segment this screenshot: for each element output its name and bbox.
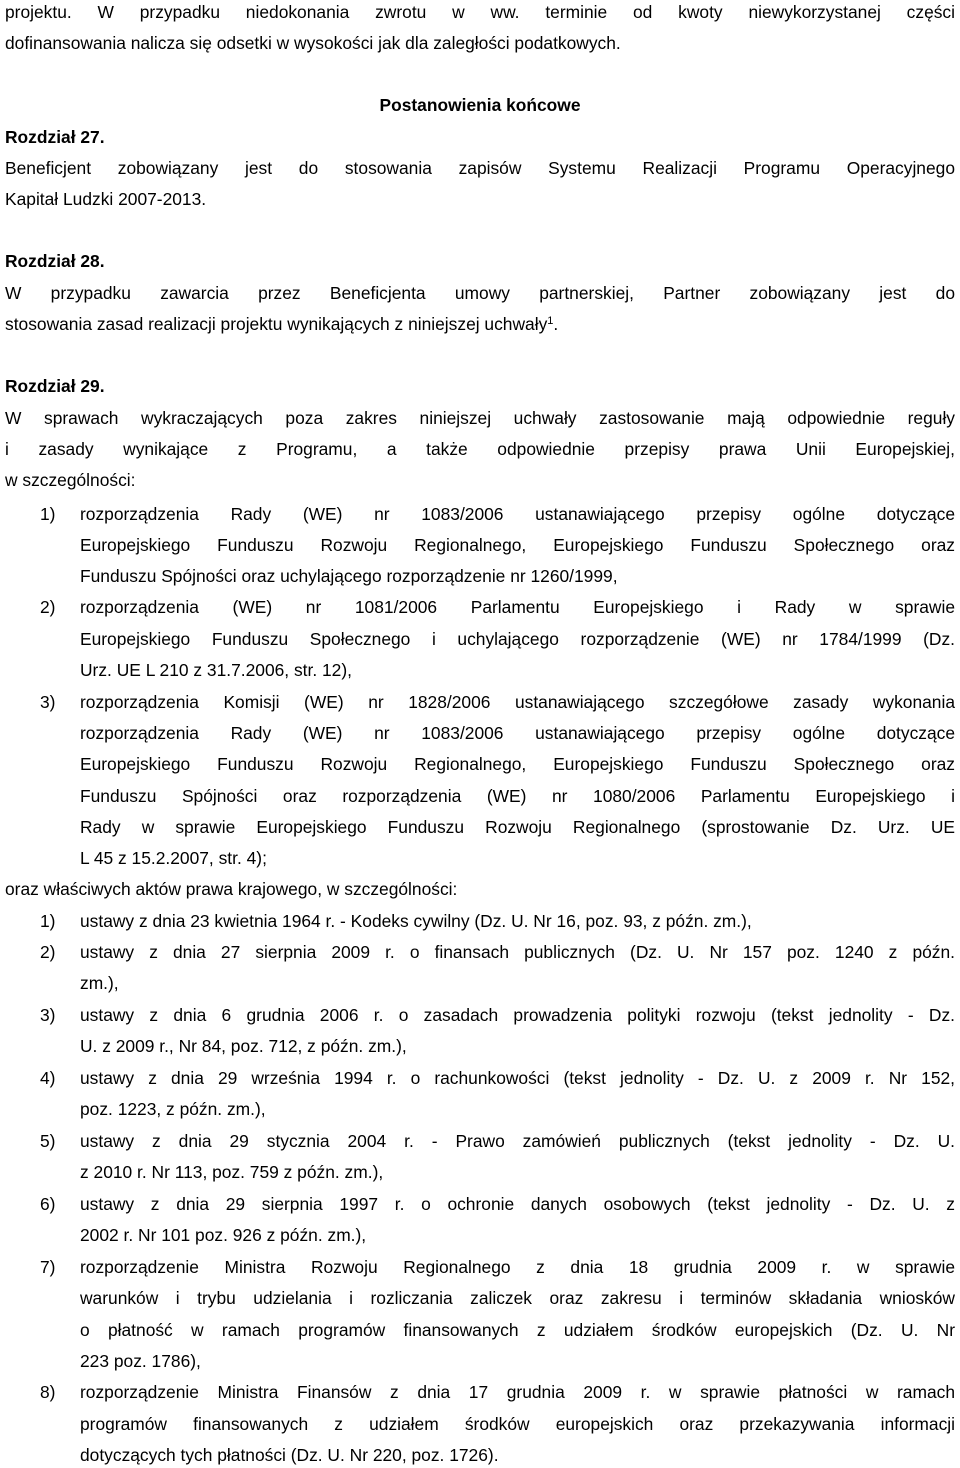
national-item-8-line-2: programów finansowanych z udziałem środków europejskich oraz przekazywania informacji — [80, 1414, 955, 1434]
eu-item-2-line-1: rozporządzenia (WE) nr 1081/2006 Parlamentu Europejskiego i Rady w sprawie — [80, 597, 955, 617]
intro-line-1: projektu. W przypadku niedokonania zwrotu w ww. terminie od kwoty niewykorzystanej części — [5, 2, 955, 22]
eu-item-1-line-2: Europejskiego Funduszu Rozwoju Regionalnego, Europejskiego Funduszu Społecznego oraz — [80, 535, 955, 555]
national-item-6-number: 6) — [40, 1194, 56, 1214]
national-item-7-line-1: rozporządzenie Ministra Rozwoju Regionalnego z dnia 18 grudnia 2009 r. w sprawie — [80, 1257, 955, 1277]
chapter-28-line-2 — [5, 312, 955, 336]
chapter-28-line-2-text: stosowania zasad realizacji projektu wynikających z niniejszej uchwały — [5, 314, 548, 334]
chapter-27-line-1: Beneficjent zobowiązany jest do stosowania zapisów Systemu Realizacji Programu Operacyjnego — [5, 158, 955, 178]
national-item-7-line-2: warunków i trybu udzielania i rozliczania zaliczek oraz zakresu i terminów składania wniosków — [80, 1288, 955, 1308]
national-item-5-number: 5) — [40, 1131, 56, 1151]
national-item-2-number: 2) — [40, 942, 56, 962]
national-item-3-line-2: U. z 2009 r., Nr 84, poz. 712, z późn. zm.), — [80, 1036, 407, 1056]
chapter-29-intro-line-1: W sprawach wykraczających poza zakres niniejszej uchwały zastosowanie mają odpowiednie reguły — [5, 408, 955, 428]
national-item-3-number: 3) — [40, 1005, 56, 1025]
chapter-28-line-1: W przypadku zawarcia przez Beneficjenta umowy partnerskiej, Partner zobowiązany jest do — [5, 283, 955, 303]
eu-item-2-line-3: Urz. UE L 210 z 31.7.2006, str. 12), — [80, 660, 352, 680]
footnote-mark: 1 — [547, 315, 554, 327]
national-item-7-number: 7) — [40, 1257, 56, 1277]
national-item-1-line-1: ustawy z dnia 23 kwietnia 1964 r. - Kodeks cywilny (Dz. U. Nr 16, poz. 93, z późn. zm.), — [80, 911, 752, 931]
chapter-28-line-2-end: . — [553, 314, 559, 334]
national-item-5-line-1: ustawy z dnia 29 stycznia 2004 r. - Prawo zamówień publicznych (tekst jednolity - Dz. U. — [80, 1131, 955, 1151]
eu-item-3-line-5: Rady w sprawie Europejskiego Funduszu Rozwoju Regionalnego (sprostowanie Dz. Urz. UE — [80, 817, 955, 837]
eu-item-1-line-3: Funduszu Spójności oraz uchylającego rozporządzenie nr 1260/1999, — [80, 566, 618, 586]
chapter-29-heading: Rozdział 29. — [5, 376, 105, 396]
national-item-8-number: 8) — [40, 1382, 56, 1402]
eu-item-3-line-4: Funduszu Spójności oraz rozporządzenia (WE) nr 1080/2006 Parlamentu Europejskiego i — [80, 786, 955, 806]
national-item-8-line-3: dotyczących tych płatności (Dz. U. Nr 220, poz. 1726). — [80, 1445, 499, 1465]
eu-item-1-line-1: rozporządzenia Rady (WE) nr 1083/2006 ustanawiającego przepisy ogólne dotyczące — [80, 504, 955, 524]
national-item-3-line-1: ustawy z dnia 6 grudnia 2006 r. o zasadach prowadzenia polityki rozwoju (tekst jednolity - Dz. — [80, 1005, 955, 1025]
section-title: Postanowienia końcowe — [379, 95, 581, 115]
intro-line-2: dofinansowania nalicza się odsetki w wysokości jak dla zaległości podatkowych. — [5, 33, 621, 53]
eu-item-2-number: 2) — [40, 597, 56, 617]
chapter-27-heading: Rozdział 27. — [5, 127, 105, 147]
chapter-29-intro-line-2: i zasady wynikające z Programu, a także odpowiednie przepisy prawa Unii Europejskiej, — [5, 439, 955, 459]
national-item-1-number: 1) — [40, 911, 56, 931]
national-acts-intro: oraz właściwych aktów prawa krajowego, w szczególności: — [5, 879, 458, 899]
eu-item-3-line-1: rozporządzenia Komisji (WE) nr 1828/2006 ustanawiającego szczegółowe zasady wykonania — [80, 692, 955, 712]
eu-item-2-line-2: Europejskiego Funduszu Społecznego i uchylającego rozporządzenie (WE) nr 1784/1999 (Dz. — [80, 629, 955, 649]
eu-item-3-line-2: rozporządzenia Rady (WE) nr 1083/2006 ustanawiającego przepisy ogólne dotyczące — [80, 723, 955, 743]
national-item-7-line-3: o płatność w ramach programów finansowanych z udziałem środków europejskich (Dz. U. Nr — [80, 1320, 955, 1340]
eu-item-3-number: 3) — [40, 692, 56, 712]
eu-item-3-line-6: L 45 z 15.2.2007, str. 4); — [80, 848, 267, 868]
eu-item-3-line-3: Europejskiego Funduszu Rozwoju Regionalnego, Europejskiego Funduszu Społecznego oraz — [80, 754, 955, 774]
national-item-8-line-1: rozporządzenie Ministra Finansów z dnia 17 grudnia 2009 r. w sprawie płatności w ramach — [80, 1382, 955, 1402]
national-item-2-line-1: ustawy z dnia 27 sierpnia 2009 r. o finansach publicznych (Dz. U. Nr 157 poz. 1240 z późn. — [80, 942, 955, 962]
national-item-4-line-1: ustawy z dnia 29 września 1994 r. o rachunkowości (tekst jednolity - Dz. U. z 2009 r. Nr 152, — [80, 1068, 955, 1088]
national-item-7-line-4: 223 poz. 1786), — [80, 1351, 201, 1371]
chapter-27-line-2: Kapitał Ludzki 2007-2013. — [5, 189, 207, 209]
chapter-29-intro-line-3: w szczególności: — [5, 470, 136, 490]
national-item-5-line-2: z 2010 r. Nr 113, poz. 759 z późn. zm.), — [80, 1162, 384, 1182]
national-item-4-number: 4) — [40, 1068, 56, 1088]
national-item-6-line-2: 2002 r. Nr 101 poz. 926 z późn. zm.), — [80, 1225, 367, 1245]
national-item-2-line-2: zm.), — [80, 973, 119, 993]
chapter-28-heading: Rozdział 28. — [5, 251, 105, 271]
national-item-4-line-2: poz. 1223, z późn. zm.), — [80, 1099, 266, 1119]
national-item-6-line-1: ustawy z dnia 29 sierpnia 1997 r. o ochronie danych osobowych (tekst jednolity - Dz. U. z — [80, 1194, 955, 1214]
eu-item-1-number: 1) — [40, 504, 56, 524]
